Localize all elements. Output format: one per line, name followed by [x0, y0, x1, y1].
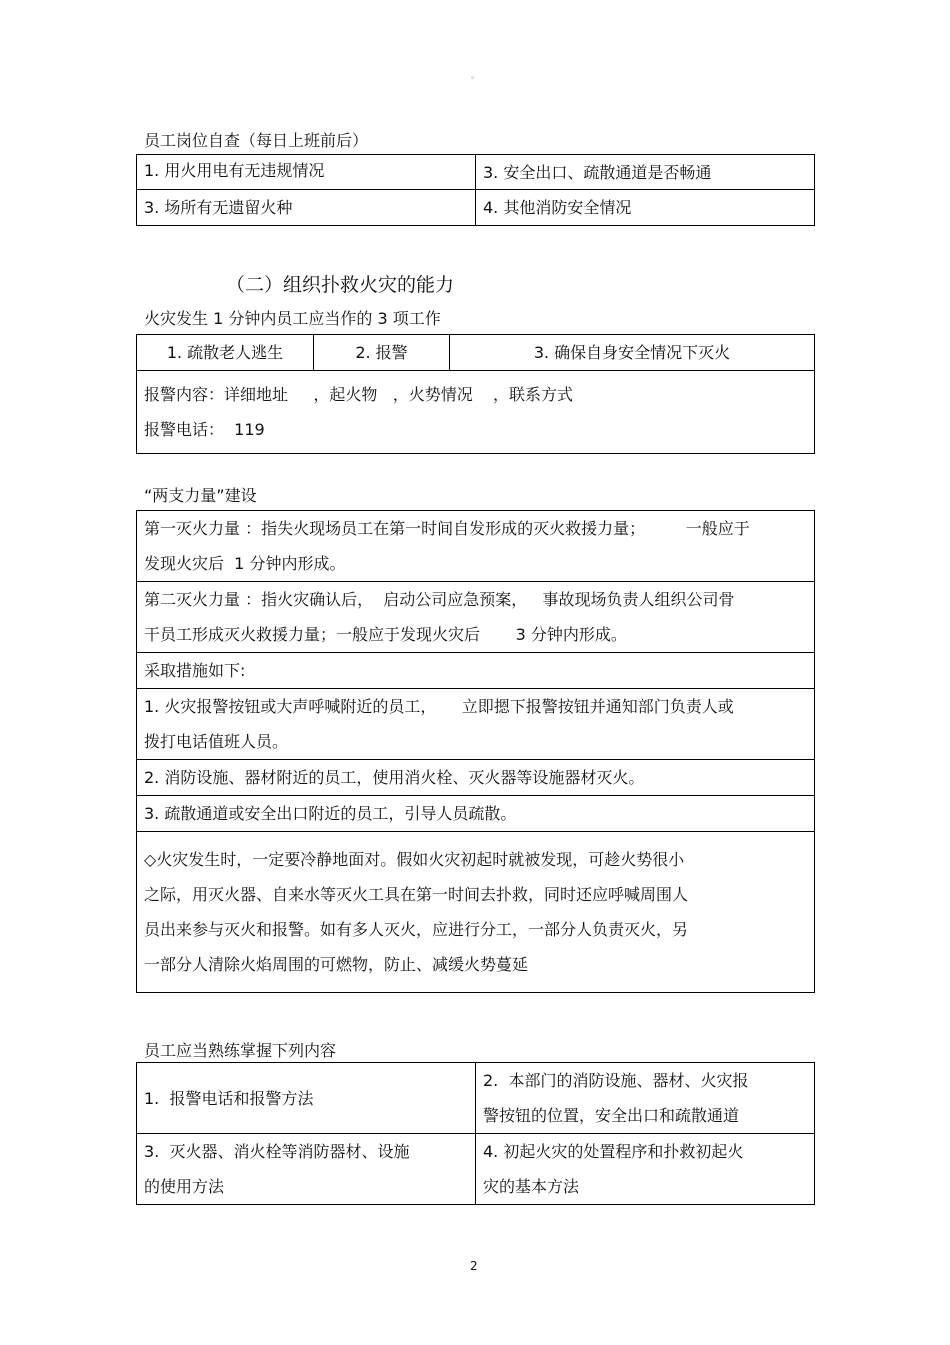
text-line: 1. 火灾报警按钮或大声呼喊附近的员工， 立即摁下报警按钮并通知部门负责人或 — [144, 697, 734, 716]
table-row — [137, 1063, 815, 1134]
table-cell: 3. 安全出口、疏散通道是否畅通 — [476, 155, 815, 190]
table-row — [137, 832, 815, 993]
table-cell — [137, 796, 815, 832]
table-row — [137, 582, 815, 653]
text-line: 3. 疏散通道或安全出口附近的员工，引导人员疏散。 — [144, 804, 517, 823]
fire-tasks-table — [136, 334, 815, 454]
table-row — [137, 1134, 815, 1205]
table-row — [137, 335, 815, 371]
text-line: 员出来参与灭火和报警。如有多人灭火，应进行分工，一部分人负责灭火，另 — [144, 920, 689, 939]
text-line: 干员工形成灭火救援力量；一般应于发现火灾后 3 分钟内形成。 — [144, 625, 627, 644]
table-row — [137, 796, 815, 832]
self-check-table — [136, 154, 815, 226]
text-line: 第二灭火力量 ：指火灾确认后， 启动公司应急预案， 事故现场负责人组织公司骨 — [144, 590, 735, 609]
table-cell: 1. 用火用电有无违规情况 — [137, 155, 476, 190]
section-subtitle: 火灾发生 1 分钟内员工应当作的 3 项工作 — [144, 309, 441, 328]
table-cell: 4. 其他消防安全情况 — [476, 190, 815, 226]
two-forces-title: “两支力量”建设 — [144, 486, 257, 505]
text-line: 1. 报警电话和报警方法 — [144, 1088, 314, 1108]
table-row — [137, 190, 815, 226]
table-row — [137, 653, 815, 689]
text-line: 拨打电话值班人员。 — [144, 732, 289, 751]
table-cell — [476, 1134, 815, 1205]
self-check-title: 员工岗位自查（每日上班前后） — [144, 131, 369, 150]
report-info-cell — [137, 371, 815, 454]
table-cell — [137, 689, 815, 760]
text-line: 的使用方法 — [144, 1177, 225, 1196]
text-line: 第一灭火力量 ：指失火现场员工在第一时间自发形成的灭火救援力量； 一般应于 — [144, 519, 750, 538]
table-cell — [137, 832, 815, 993]
text-line: 一部分人清除火焰周围的可燃物，防止、减缓火势蔓延 — [144, 955, 529, 974]
section-heading: （二）组织扑救火灾的能力 — [226, 274, 455, 296]
table-cell — [137, 760, 815, 796]
text-line: 灾的基本方法 — [483, 1177, 580, 1196]
table-cell — [137, 1134, 476, 1205]
master-title: 员工应当熟练掌握下列内容 — [144, 1041, 337, 1060]
table-cell — [476, 1063, 815, 1134]
report-phone: 报警电话： 119 — [144, 420, 265, 439]
table-cell — [137, 653, 815, 689]
table-row — [137, 689, 815, 760]
table-row — [137, 371, 815, 454]
table-cell — [137, 582, 815, 653]
table-cell: 3. 场所有无遗留火种 — [137, 190, 476, 226]
text-line: 4. 初起火灾的处置程序和扑救初起火 — [483, 1142, 744, 1161]
text-line: ◇火灾发生时，一定要冷静地面对。假如火灾初起时就被发现，可趁火势很小 — [144, 850, 685, 869]
task-cell: 3. 确保自身安全情况下灭火 — [450, 335, 815, 371]
page-number: 2 — [470, 1259, 478, 1273]
table-cell — [137, 1063, 476, 1134]
text-line: 2. 消防设施、器材附近的员工，使用消火栓、灭火器等设施器材灭火。 — [144, 768, 645, 787]
task-cell: 1. 疏散老人逃生 — [137, 335, 314, 371]
text-line: 2. 本部门的消防设施、器材、火灾报 — [483, 1071, 749, 1090]
page-top-mark: 。 — [471, 71, 481, 81]
two-forces-table — [136, 510, 815, 993]
text-line: 采取措施如下: — [144, 661, 246, 680]
table-row — [137, 760, 815, 796]
master-table — [136, 1062, 815, 1205]
report-content: 报警内容：详细地址 ，起火物 ，火势情况 ，联系方式 — [144, 385, 574, 404]
text-line: 3. 灭火器、消火栓等消防器材、设施 — [144, 1142, 410, 1161]
text-line: 警按钮的位置，安全出口和疏散通道 — [483, 1106, 740, 1125]
text-line: 发现火灾后 1 分钟内形成。 — [144, 554, 346, 573]
task-cell: 2. 报警 — [314, 335, 450, 371]
text-line: 之际，用灭火器、自来水等灭火工具在第一时间去扑救，同时还应呼喊周围人 — [144, 885, 689, 904]
table-row — [137, 511, 815, 582]
table-cell — [137, 511, 815, 582]
table-row — [137, 155, 815, 190]
